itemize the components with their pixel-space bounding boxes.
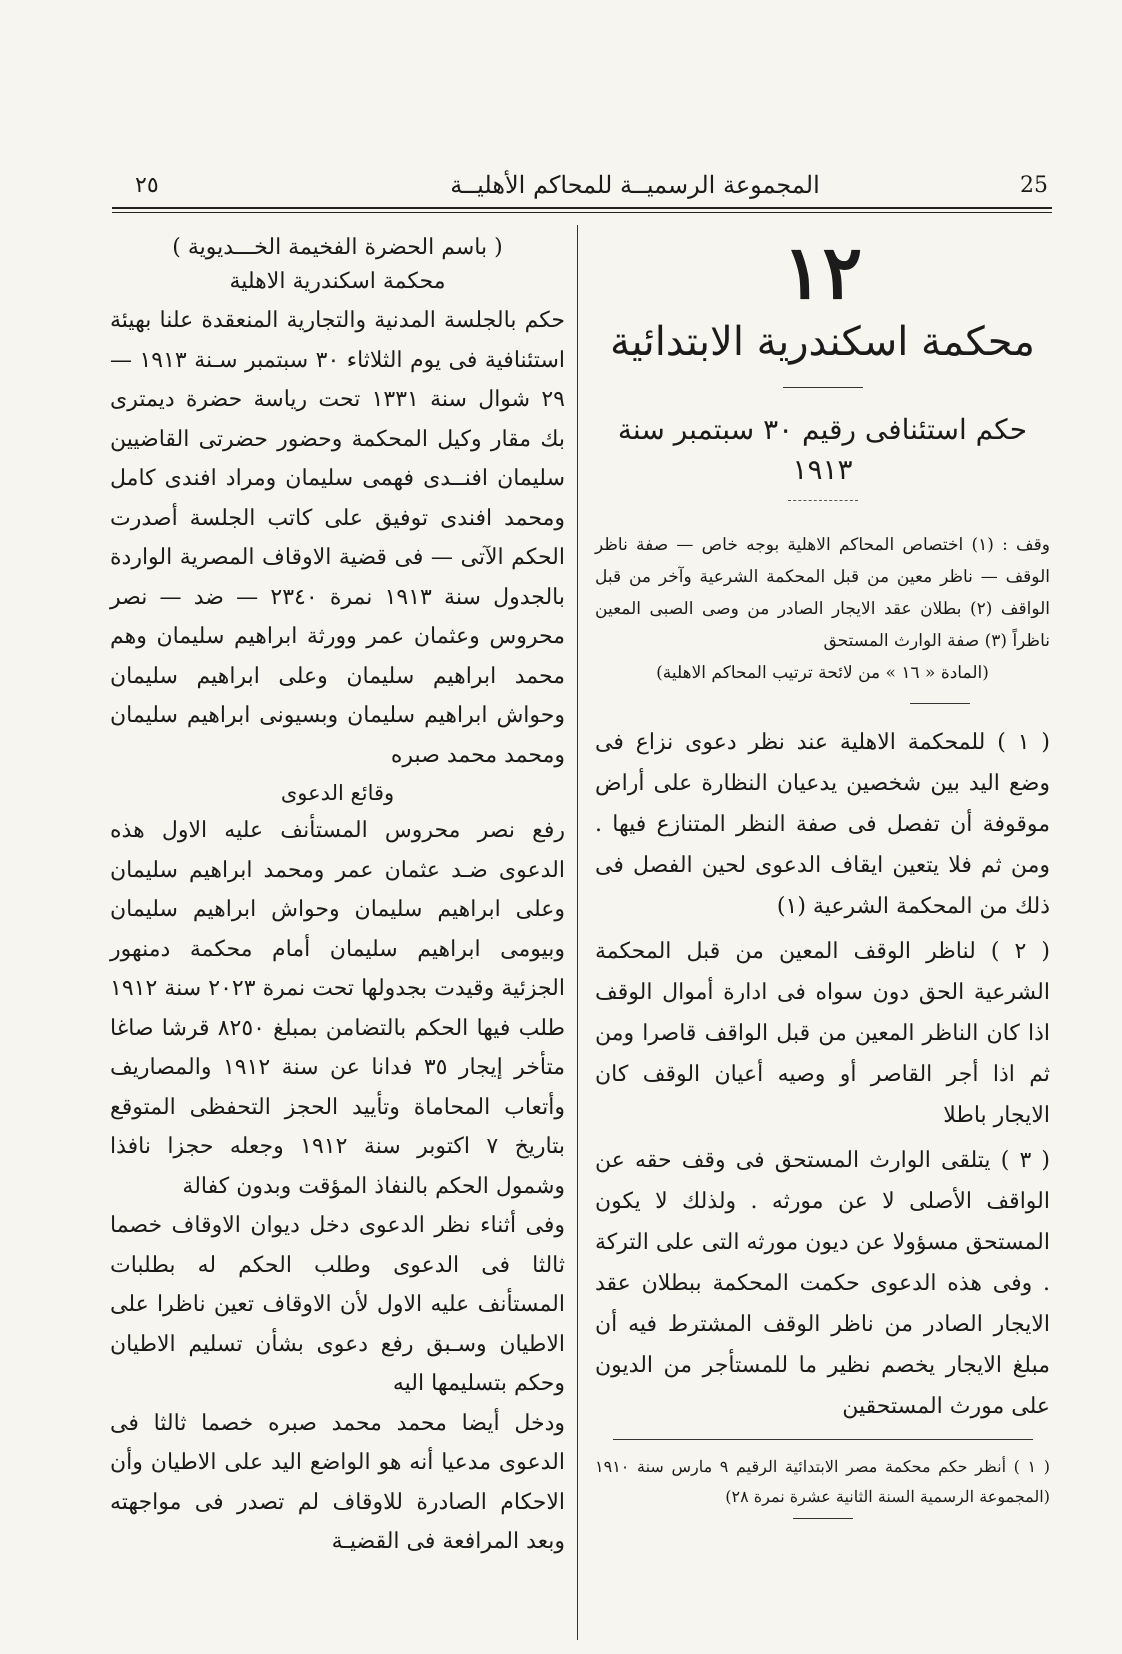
holding-paragraph: ( ٢ ) لناظر الوقف المعين من قبل المحكمة الشرعية الحق دون سواه فى ادارة أموال الوقف اذا كان الناظر المعين من قبل الواقف قاصرا ومن ثم اذا أجر القاصر أو وصيه أعيان الوقف كان الايجار باطلا [595,939,1050,1128]
dotted-divider [788,500,858,501]
running-title: المجموعة الرسميــة للمحاكم الأهليــة [450,171,820,199]
facts-paragraph: رفع نصر محروس المستأنف عليه الاول هذه الدعوى ضـد عثمان عمر ومحمد ابراهيم سليمان وعلى ابراهيم سليمان وحواش ابراهيم سليمان وبيومى ابراهيم سليمان أمام محكمة دمنهور الجزئية وقيدت بجدولها تحت نمرة ٢٠٢٣ سنة ١٩١٢ طلب فيها الحكم بالتضامن بمبلغ ٨٢٥٠ قرشا صاغا متأخر إيجار ٣٥ فدانا عن سنة ١٩١٢ والمصاريف وأتعاب المحاماة وتأييد الحجز التحفظى المتوقع بتاريخ ٧ اكتوبر سنة ١٩١٢ وجعله حجزا نافذا وشمول الحكم بالنفاذ المؤقت وبدون كفالة [110,818,566,1199]
holdings [595,722,1050,1427]
holding-paragraph: ( ١ ) للمحكمة الاهلية عند نظر دعوى نزاع فى وضع اليد بين شخصين يدعيان النظارة على أراض موقوفة أن تفصل فى صفة النظر المتنازع فيها . ومن ثم فلا يتعين ايقاف الدعوى لحين الفصل فى ذلك من المحكمة الشرعية (١) [595,730,1050,919]
case-number: ١٢ [782,230,863,316]
page-number-latin: 25 [1020,173,1048,198]
court-title: محكمة اسكندرية الابتدائية [610,319,1035,365]
page-header [110,165,1050,205]
holding-paragraph: ( ٣ ) يتلقى الوارث المستحق فى وقف حقه عن الواقف الأصلى لا عن مورثه . ولذلك لا يكون المستحق مسؤولا عن ديون مورثه التى على التركة . وفى هذه الدعوى حكمت المحكمة ببطلان عقد الايجار الصادر من ناظر الوقف المشترط فيه أن مبلغ الايجار يخصم نظير ما للمستأجر من الديون على مورث المستحقين [595,1148,1050,1419]
invocation: ( باسم الحضرة الفخيمة الخـــديوية ) [172,235,503,260]
divider [910,703,970,704]
judgment-body [110,301,565,1562]
facts-paragraph: وفى أثناء نظر الدعوى دخل ديوان الاوقاف خصما ثالثا فى الدعوى وطلب الحكم له بطلبات المستأنف عليه الاول لأن الاوقاف تعين ناظرا على الاطيان وسـبق رفع دعوى بشأن تسليم الاطيان وحكم بتسليمها اليه [110,1213,565,1396]
header-rule [112,207,1052,209]
footnote: ( ١ ) أنظر حكم محكمة مصر الابتدائية الرقيم ٩ مارس سنة ١٩١٠ (المجموعة الرسمية السنة الثانية عشرة نمرة ٢٨) [595,1457,1050,1506]
right-column [595,225,1050,1519]
summary-text: وقف : (١) اختصاص المحاكم الاهلية بوجه خاص — صفة ناظر الوقف — ناظر معين من قبل المحكمة الشرعية وآخر من قبل الواقف (٢) بطلان عقد الايجار الصادر من وصى الصبى المعين ناظراً (٣) صفة الوارث المستحق [595,535,1051,651]
divider [783,387,863,388]
judgment-title: حكم استئنافى رقيم ٣٠ سبتمبر سنة ١٩١٣ [617,413,1028,486]
page-number-arabic: ٢٥ [135,173,159,198]
case-summary [595,529,1050,689]
intro-paragraph: حكم بالجلسة المدنية والتجارية المنعقدة علنا بهيئة استئنافية فى يوم الثلاثاء ٣٠ سبتمبر سـنة ١٩١٣ — ٢٩ شوال سنة ١٣٣١ تحت رياسة حضرة ديمترى بك مقار وكيل المحكمة وحضور حضرتى القاضيين سليمان افنــدى فهمى سليمان ومراد افندى كامل ومحمد افندى توفيق على كاتب الجلسة أصدرت الحكم الآتى — فى قضية الاوقاف المصرية الواردة بالجدول سنة ١٩١٣ نمرة ٢٣٤٠ — ضد — نصر محروس وعثمان عمر وورثة ابراهيم سليمان وهم محمد ابراهيم سليمان وعلى ابراهيم سليمان وحواش ابراهيم سليمان وبسيونى ابراهيم سليمان ومحمد محمد صبره [110,308,566,768]
column-divider [577,225,578,1640]
footnote-rule [613,1439,1033,1440]
end-rule [793,1518,853,1519]
header-rule-thin [112,212,1052,213]
facts-heading: وقائع الدعوى [280,781,395,805]
court-name: محكمة اسكندرية الاهلية [229,269,446,294]
left-column [110,225,565,1562]
facts-paragraph: ودخل أيضا محمد محمد صبره خصما ثالثا فى الدعوى مدعيا أنه هو الواضع اليد على الاطيان وأن الاحكام الصادرة للاوقاف لم تصدر فى مواجهته وبعد المرافعة فى القضيـة [110,1410,565,1554]
summary-reference: (المادة « ١٦ » من لائحة ترتيب المحاكم الاهلية) [656,663,989,683]
